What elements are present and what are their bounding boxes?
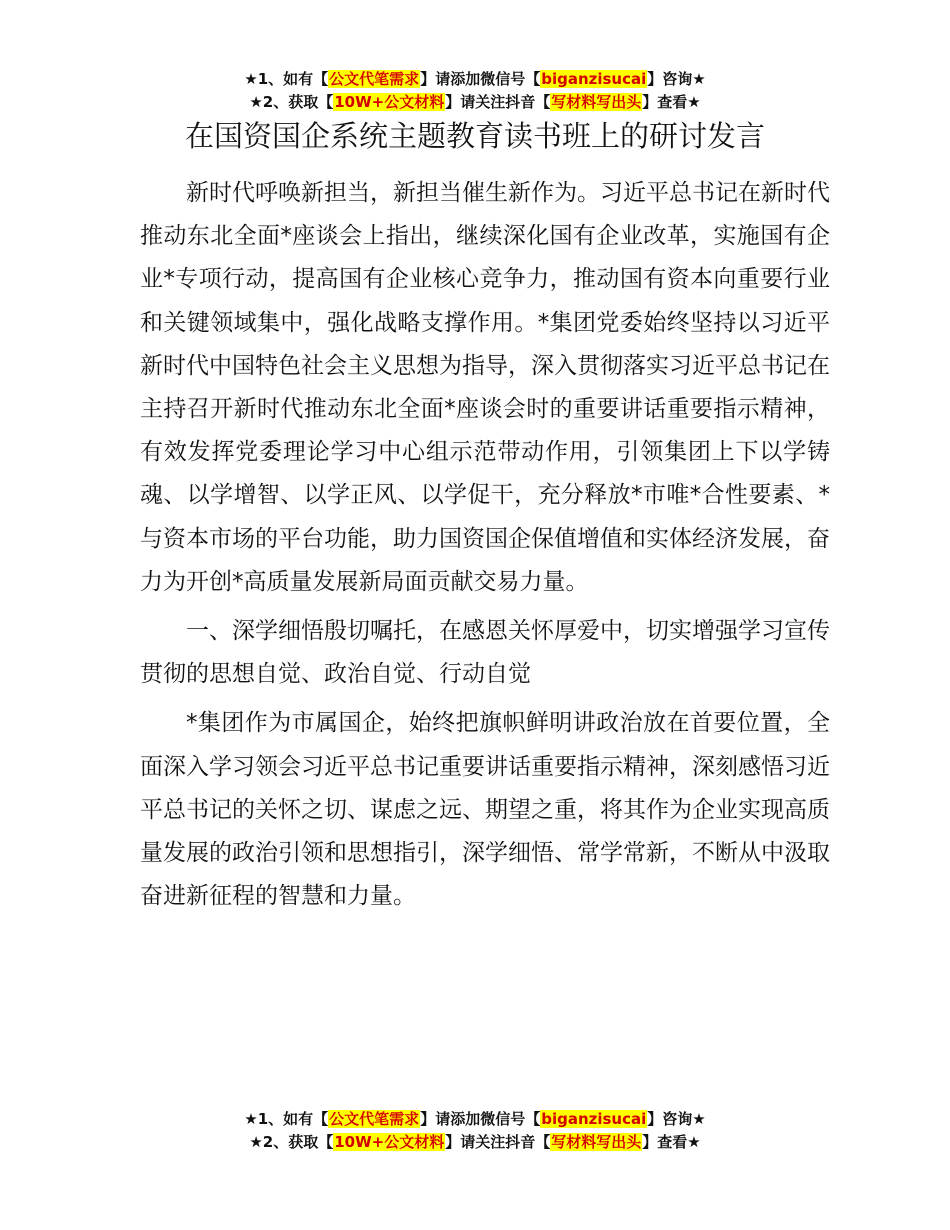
promo-highlight: 10W+公文材料 (334, 1133, 445, 1151)
promo-text: 】查看★ (642, 93, 701, 111)
promo-line-1 (0, 68, 950, 91)
promo-text: 】咨询★ (647, 70, 706, 88)
promo-douyin-name: 写材料写出头 (551, 1133, 642, 1151)
promo-highlight: 公文代笔需求 (329, 1110, 420, 1128)
promo-text: 】查看★ (642, 1133, 701, 1151)
promo-wechat-id: biganzisucai (541, 1110, 647, 1128)
promo-highlight: 10W+公文材料 (334, 93, 445, 111)
promo-highlight: 公文代笔需求 (329, 70, 420, 88)
document-title: 在国资国企系统主题教育读书班上的研讨发言 (184, 119, 765, 153)
document-body (140, 172, 830, 924)
promo-text: ★1、如有【 (244, 70, 329, 88)
paragraph-section-heading: 一、深学细悟殷切嘱托，在感恩关怀厚爱中，切实增强学习宣传贯彻的思想自觉、政治自觉、行动自觉 (140, 618, 830, 688)
promo-line-2 (0, 91, 950, 114)
paragraph-section-body: *集团作为市属国企，始终把旗帜鲜明讲政治放在首要位置，全面深入学习领会习近平总书记重要讲话重要指示精神，深刻感悟习近平总书记的关怀之切、谋虑之远、期望之重，将其作为企业实现高质量发展的政治引领和思想指引，深学细悟、常学常新，不断从中汲取奋进新征程的智慧和力量。 (140, 710, 830, 910)
promo-banner-top (0, 68, 950, 114)
promo-banner-bottom (0, 1108, 950, 1154)
promo-line-1 (0, 1108, 950, 1131)
promo-douyin-name: 写材料写出头 (551, 93, 642, 111)
promo-text: ★2、获取【 (249, 1133, 334, 1151)
promo-text: ★2、获取【 (249, 93, 334, 111)
promo-text: 】咨询★ (647, 1110, 706, 1128)
promo-line-2 (0, 1131, 950, 1154)
promo-text: 】请关注抖音【 (445, 93, 551, 111)
promo-text: 】请添加微信号【 (420, 1110, 541, 1128)
promo-text: 】请添加微信号【 (420, 70, 541, 88)
paragraph-intro: 新时代呼唤新担当，新担当催生新作为。习近平总书记在新时代推动东北全面*座谈会上指出，继续深化国有企业改革，实施国有企业*专项行动，提高国有企业核心竞争力，推动国有资本向重要行业和关键领域集中，强化战略支撑作用。*集团党委始终坚持以习近平新时代中国特色社会主义思想为指导，深入贯彻落实习近平总书记在主持召开新时代推动东北全面*座谈会时的重要讲话重要指示精神，有效发挥党委理论学习中心组示范带动作用，引领集团上下以学铸魂、以学增智、以学正风、以学促干，充分释放*市唯*合性要素、*与资本市场的平台功能，助力国资国企保值增值和实体经济发展，奋力为开创*高质量发展新局面贡献交易力量。 (140, 180, 830, 595)
promo-text: 】请关注抖音【 (445, 1133, 551, 1151)
promo-wechat-id: biganzisucai (541, 70, 647, 88)
promo-text: ★1、如有【 (244, 1110, 329, 1128)
